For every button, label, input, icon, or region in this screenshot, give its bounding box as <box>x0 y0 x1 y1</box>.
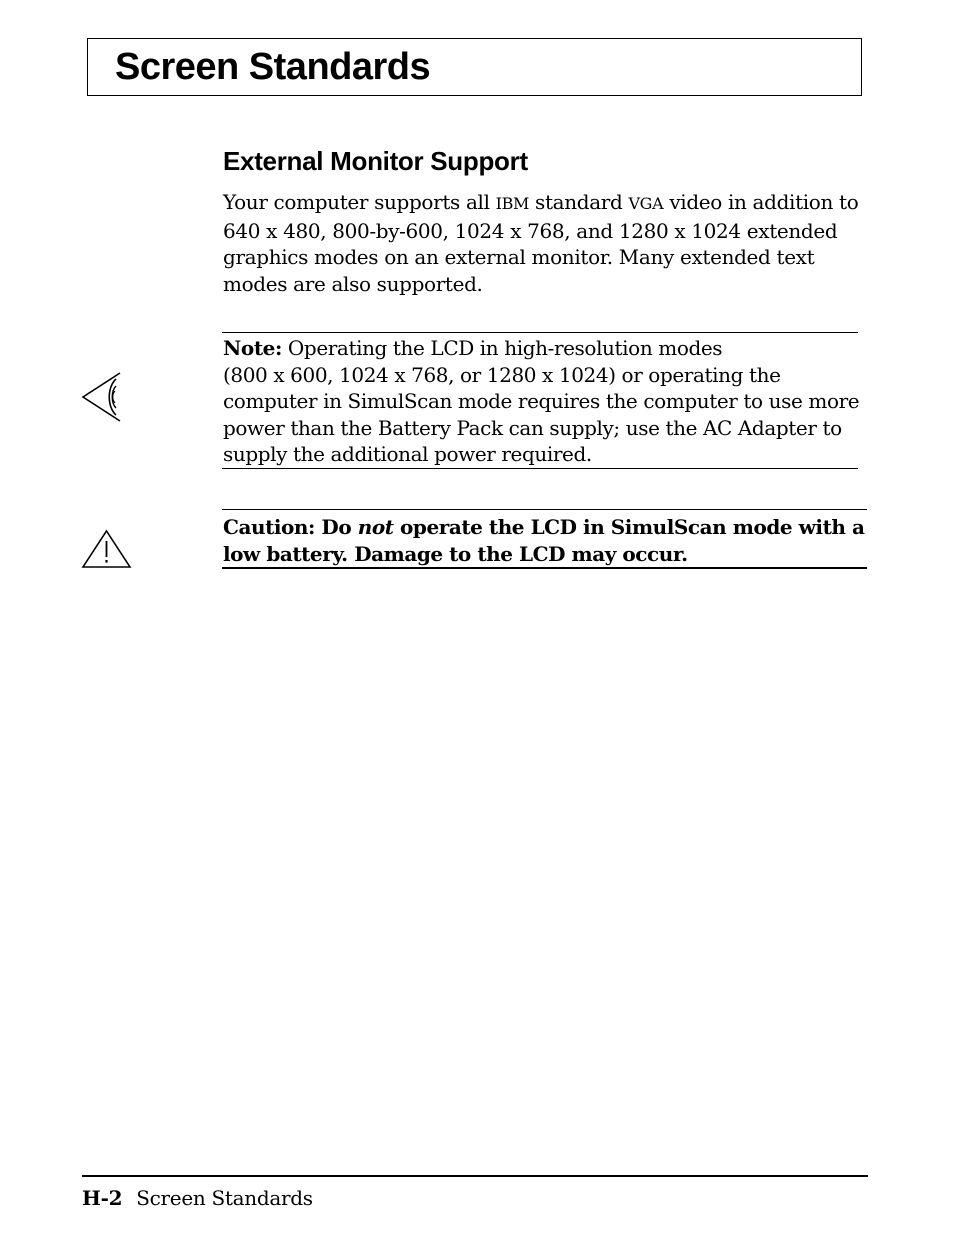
page-title: Screen Standards <box>115 46 431 88</box>
page-number: H-2 <box>82 1186 123 1210</box>
caution-box <box>222 509 867 569</box>
eye-icon <box>80 370 126 428</box>
section-body <box>223 189 868 297</box>
body-text-part3: video in addition to 640 x 480, 800-by-600, 1024 x 768, and 1280 x 1024 extended graphics modes on an external monitor. Many extended text modes are also supported. <box>223 190 859 296</box>
note-text <box>223 335 863 468</box>
body-text-part1: Your computer supports all <box>223 190 496 214</box>
footer-divider <box>82 1175 868 1177</box>
page-footer <box>82 1188 313 1208</box>
note-rest: (800 x 600, 1024 x 768, or 1280 x 1024) or operating the computer in SimulScan mode requires the computer to use more power than the Battery Pack can supply; use the AC Adapter to supply the additional power required. <box>223 362 860 466</box>
caution-label: Caution: Do <box>223 515 358 539</box>
caution-text <box>223 514 868 567</box>
caution-emphasis: not <box>357 515 394 539</box>
note-line1: Operating the LCD in high-resolution modes <box>281 336 723 360</box>
page-title-box <box>87 38 862 96</box>
note-box <box>222 332 858 469</box>
section-heading: External Monitor Support <box>223 146 528 176</box>
ibm-acronym: IBM <box>495 194 530 213</box>
body-text-part2: standard <box>529 190 629 214</box>
note-label: Note: <box>223 336 282 360</box>
footer-section-title: Screen Standards <box>136 1186 313 1210</box>
warning-icon <box>81 528 133 574</box>
vga-acronym: VGA <box>628 194 664 213</box>
caution-body: operate the LCD in SimulScan mode with a low battery. Damage to the LCD may occur. <box>223 515 865 566</box>
